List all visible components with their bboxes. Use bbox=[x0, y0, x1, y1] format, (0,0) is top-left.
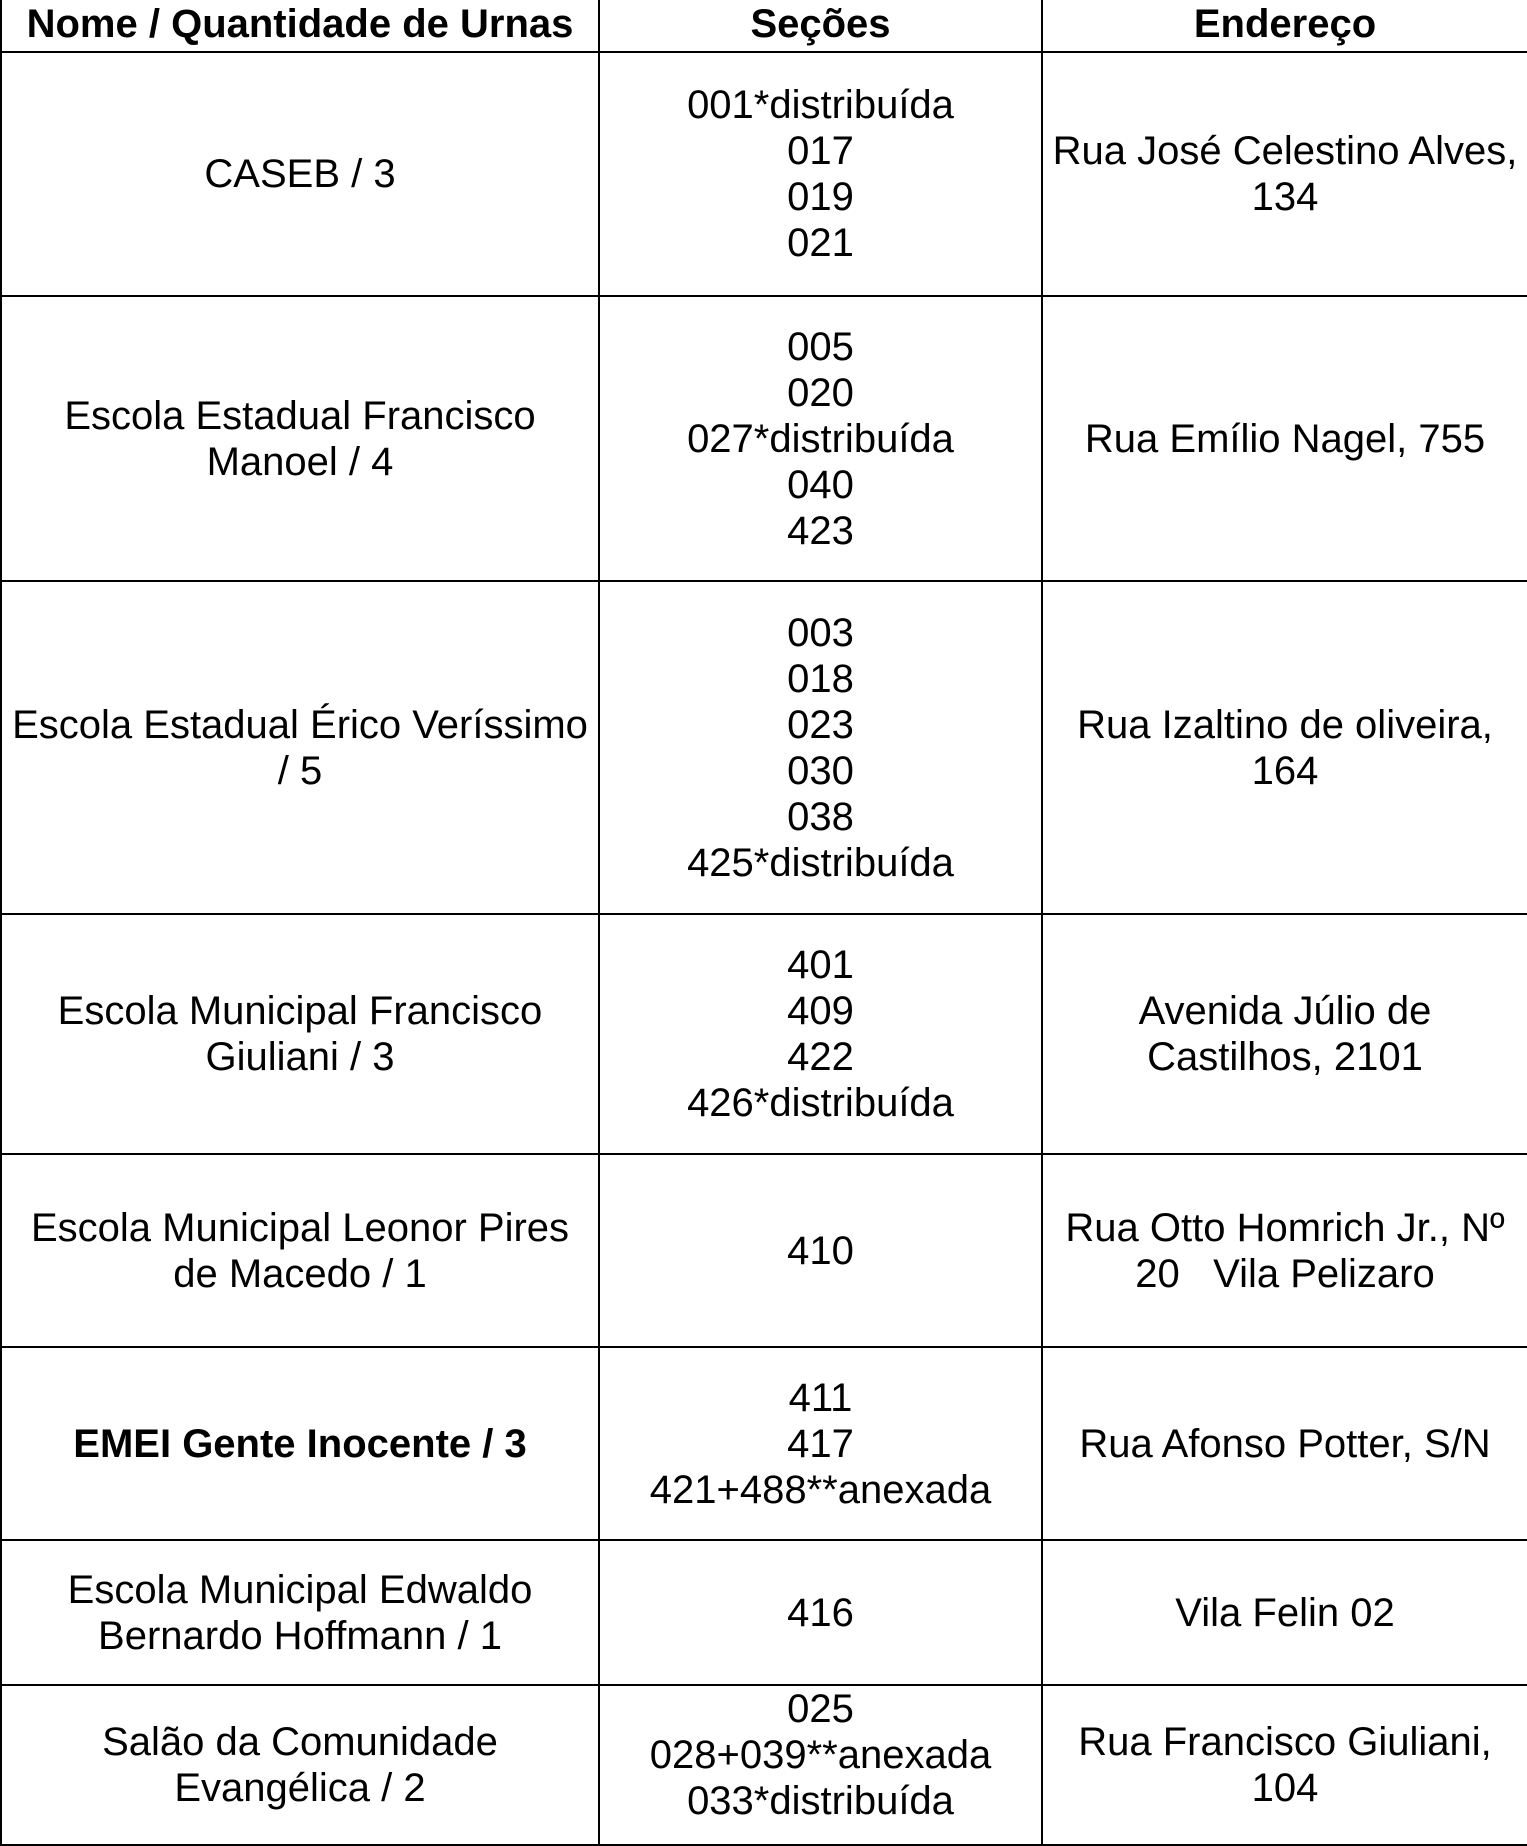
section-number: 023 bbox=[787, 702, 854, 747]
section-list bbox=[599, 914, 1042, 1154]
section-number: 020 bbox=[787, 370, 854, 415]
location-address: Vila Felin 02 bbox=[1042, 1540, 1527, 1685]
location-name: Escola Estadual Francisco Manoel / 4 bbox=[1, 296, 599, 581]
section-number: 417 bbox=[787, 1421, 854, 1466]
section-number: 038 bbox=[787, 794, 854, 839]
table-row bbox=[1, 914, 1527, 1154]
section-number: 017 bbox=[787, 129, 854, 173]
section-list bbox=[599, 1540, 1042, 1685]
section-number: 003 bbox=[787, 610, 854, 655]
section-number: 019 bbox=[787, 175, 854, 219]
location-name: CASEB / 3 bbox=[1, 52, 599, 296]
table-row bbox=[1, 1685, 1527, 1845]
location-address: Rua Izaltino de oliveira, 164 bbox=[1042, 581, 1527, 914]
section-number: 027*distribuída bbox=[687, 416, 954, 461]
section-number: 426*distribuída bbox=[687, 1081, 954, 1125]
location-address: Rua José Celestino Alves, 134 bbox=[1042, 52, 1527, 296]
location-name: Escola Municipal Leonor Pires de Macedo / 1 bbox=[1, 1154, 599, 1347]
section-number: 005 bbox=[787, 324, 854, 369]
header-row bbox=[1, 0, 1527, 52]
section-number: 025 bbox=[787, 1687, 854, 1731]
location-name: Escola Estadual Érico Veríssimo / 5 bbox=[1, 581, 599, 914]
section-number: 030 bbox=[787, 748, 854, 793]
table-row bbox=[1, 1540, 1527, 1685]
section-number: 425*distribuída bbox=[687, 840, 954, 885]
section-number: 423 bbox=[787, 508, 854, 553]
header-name: Nome / Quantidade de Urnas bbox=[1, 0, 599, 52]
location-name: Escola Municipal Edwaldo Bernardo Hoffmann / 1 bbox=[1, 1540, 599, 1685]
section-number: 021 bbox=[787, 221, 854, 265]
location-address: Rua Otto Homrich Jr., Nº 20 Vila Pelizaro bbox=[1042, 1154, 1527, 1347]
location-name: EMEI Gente Inocente / 3 bbox=[1, 1347, 599, 1540]
section-list bbox=[599, 1154, 1042, 1347]
section-number: 410 bbox=[787, 1228, 854, 1273]
table-row bbox=[1, 1154, 1527, 1347]
section-number: 401 bbox=[787, 943, 854, 987]
section-list bbox=[599, 1685, 1042, 1845]
section-number: 411 bbox=[788, 1375, 853, 1420]
location-address: Avenida Júlio de Castilhos, 2101 bbox=[1042, 914, 1527, 1154]
section-number: 416 bbox=[787, 1590, 854, 1635]
table-row bbox=[1, 296, 1527, 581]
section-list bbox=[599, 52, 1042, 296]
section-list bbox=[599, 1347, 1042, 1540]
section-number: 018 bbox=[787, 656, 854, 701]
section-number: 409 bbox=[787, 989, 854, 1033]
section-number: 001*distribuída bbox=[687, 83, 954, 127]
section-number: 040 bbox=[787, 462, 854, 507]
location-name: Salão da Comunidade Evangélica / 2 bbox=[1, 1685, 599, 1845]
location-address: Rua Francisco Giuliani, 104 bbox=[1042, 1685, 1527, 1845]
section-number: 028+039**anexada bbox=[649, 1733, 992, 1777]
section-number: 422 bbox=[787, 1035, 854, 1079]
header-address: Endereço bbox=[1042, 0, 1527, 52]
location-name: Escola Municipal Francisco Giuliani / 3 bbox=[1, 914, 599, 1154]
location-address: Rua Afonso Potter, S/N bbox=[1042, 1347, 1527, 1540]
location-address: Rua Emílio Nagel, 755 bbox=[1042, 296, 1527, 581]
table-row bbox=[1, 581, 1527, 914]
section-number: 033*distribuída bbox=[687, 1779, 954, 1823]
table-row bbox=[1, 52, 1527, 296]
header-sections: Seções bbox=[599, 0, 1042, 52]
section-list bbox=[599, 296, 1042, 581]
table-row bbox=[1, 1347, 1527, 1540]
section-number: 421+488**anexada bbox=[649, 1467, 992, 1512]
section-list bbox=[599, 581, 1042, 914]
